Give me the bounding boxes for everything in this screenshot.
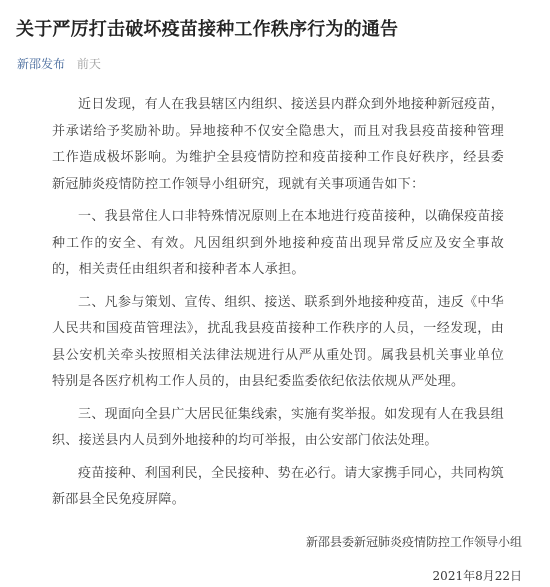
publish-time: 前天 xyxy=(76,57,101,71)
issue-date: 2021年8月22日 xyxy=(432,569,522,583)
source-account-link[interactable]: 新邵发布 xyxy=(17,57,66,71)
paragraph-intro: 近日发现，有人在我县辖区内组织、接送县内群众到外地接种新冠疫苗，并承诺给予奖励补助。异地接种不仅安全隐患大，而且对我县疫苗接种管理工作造成极坏影响。为维护全县疫情防控和疫苗接种工作良好秩序，经县委新冠肺炎疫情防控工作领导小组研究，现就有关事项通告如下： xyxy=(52,97,504,192)
paragraph-item-1: 一、我县常住人口非特殊情况原则上在本地进行疫苗接种，以确保疫苗接种工作的安全、有效。凡因组织到外地接种疫苗出现异常反应及安全事故的，相关责任由组织者和接种者本人承担。 xyxy=(52,209,504,277)
article-body xyxy=(52,92,504,520)
paragraph-item-3: 三、现面向全县广大居民征集线索，实施有奖举报。如发现有人在我县组织、接送县内人员到外地接种的均可举报，由公安部门依法处理。 xyxy=(52,406,504,448)
issuer-signature: 新邵县委新冠肺炎疫情防控工作领导小组 xyxy=(305,535,522,549)
paragraph-closing: 疫苗接种、利国利民，全民接种、势在必行。请大家携手同心，共同构筑新邵县全民免疫屏障。 xyxy=(52,465,504,507)
paragraph-item-2: 二、凡参与策划、宣传、组织、接送、联系到外地接种疫苗，违反《中华人民共和国疫苗管理法》，扰乱我县疫苗接种工作秩序的人员，一经发现，由县公安机关牵头按照相关法律法规进行从严从重处罚。属我县机关事业单位特别是各医疗机构工作人员的，由县纪委监委依纪依法依规从严处理。 xyxy=(52,294,504,389)
article-title: 关于严厉打击破坏疫苗接种工作秩序行为的通告 xyxy=(16,19,399,40)
article-meta xyxy=(17,56,101,72)
